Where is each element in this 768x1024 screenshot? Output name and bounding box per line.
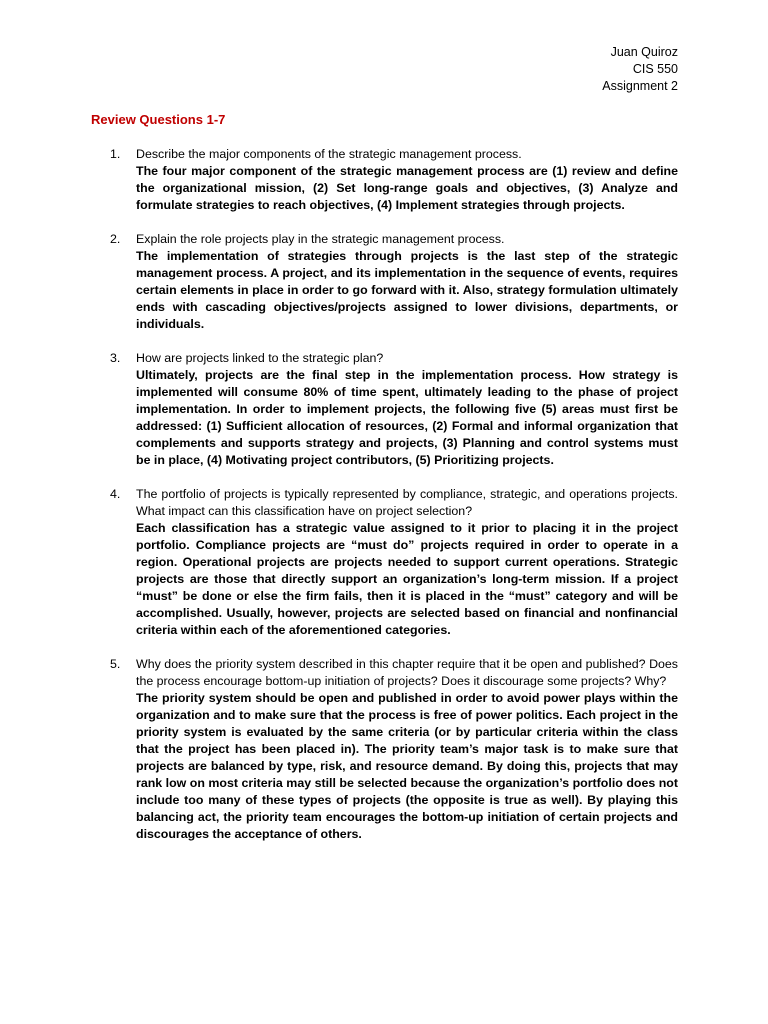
question-number: 3. [110, 351, 121, 365]
assignment-label: Assignment 2 [602, 79, 678, 93]
answer-text: Ultimately, projects are the final step in the implementation process. How strategy is implemented will consume 80% of time spent, ultimately leading to the phase of project implementation. In order to implement projects, the following five (5) areas must first be addressed: (1) Sufficient allocation of resources, (2) Formal and informal organization that complements and supports strategy and projects, (3) Planning and control systems must be in place, (4) Motivating project contributors, (5) Prioritizing projects. [136, 368, 678, 467]
question-text: Describe the major components of the strategic management process. [136, 147, 522, 161]
question-list [110, 146, 678, 860]
question-number: 1. [110, 147, 121, 161]
question-number: 5. [110, 657, 121, 671]
question-item [110, 656, 678, 843]
answer-text: The priority system should be open and published in order to avoid power plays within the organization and to make sure that the process is free of power politics. Each project in the priority system is evaluated by the same criteria (or by particular criteria within the class that the project has been placed in). The priority team’s major task is to make sure that projects are balanced by type, risk, and resource demand. By doing this, projects that may rank low on most criteria may still be selected because the organization’s portfolio does not include too many of these types of projects (the opposite is true as well). By playing this balancing act, the priority team encourages the bottom-up initiation of certain projects and discourages the acceptance of others. [136, 691, 678, 841]
question-number: 2. [110, 232, 121, 246]
author-name: Juan Quiroz [610, 45, 678, 59]
question-item [110, 231, 678, 333]
section-title: Review Questions 1-7 [91, 112, 226, 127]
question-text: Why does the priority system described in this chapter require that it be open and published? Does the process encourage bottom-up initiation of projects? Does it discourage some projects? Why? [136, 657, 678, 688]
question-text: How are projects linked to the strategic plan? [136, 351, 384, 365]
author-header [602, 44, 678, 95]
answer-text: The implementation of strategies through projects is the last step of the strategic management process. A project, and its implementation in the sequence of events, requires certain elements in place in order to go forward with it. Also, strategy formulation ultimately ends with cascading objectives/projects assigned to lower divisions, departments, or individuals. [136, 249, 678, 331]
question-item [110, 486, 678, 639]
question-text: The portfolio of projects is typically represented by compliance, strategic, and operations projects. What impact can this classification have on project selection? [136, 487, 678, 518]
question-item [110, 146, 678, 214]
answer-text: Each classification has a strategic value assigned to it prior to placing it in the project portfolio. Compliance projects are “must do” projects required in order to operate in a region. Operational projects are projects needed to support current operations. Strategic projects are those that directly support an organization’s long-term mission. If a project “must” be done or else the firm fails, then it is placed in the “must” category and will be accomplished. Usually, however, projects are selected based on financial and nonfinancial criteria within each of the aforementioned categories. [136, 521, 678, 637]
question-text: Explain the role projects play in the strategic management process. [136, 232, 505, 246]
course-code: CIS 550 [632, 62, 678, 76]
question-number: 4. [110, 487, 121, 501]
question-item [110, 350, 678, 469]
answer-text: The four major component of the strategic management process are (1) review and define the organizational mission, (2) Set long-range goals and objectives, (3) Analyze and formulate strategies to reach objectives, (4) Implement strategies through projects. [136, 164, 678, 212]
